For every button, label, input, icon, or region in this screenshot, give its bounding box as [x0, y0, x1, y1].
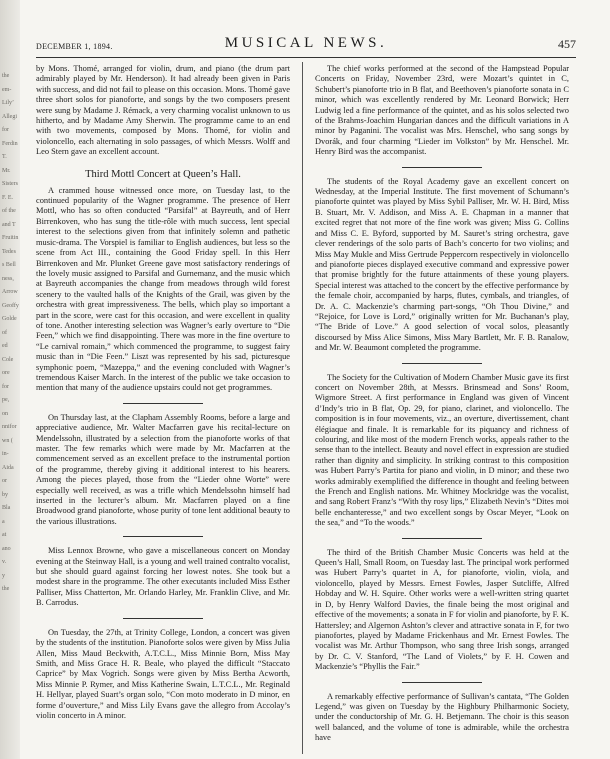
section-divider [123, 403, 203, 404]
article-paragraph: by Mons. Thomé, arranged for violin, drum, and piano (the drum part admirably played by Mr. Henderson). It had already been given in Paris with success, and did not fail to please on this occasion. Mons. Thomé gave three short solos for pianoforte, and songs by the two composers present were sung by Madame J. Rémack, a very charming vocalist unknown to us hitherto, and by Madame Amy Sherwin. The programme came to an end with two movements, composed by Mons. Thomé, for violin and violoncello, each alternating in solo passages, of which Messrs. Wolff and Leo Stern gave an excellent account. [36, 64, 290, 157]
column-divider [302, 62, 303, 754]
header-date: DECEMBER 1, 1894. [36, 42, 113, 51]
gutter-fragment: a [2, 518, 5, 525]
section-divider [402, 363, 482, 364]
header-rule [36, 57, 576, 58]
gutter-fragment: Allegi [2, 113, 17, 120]
gutter-fragment: Geoffy [2, 302, 19, 309]
article-paragraph: The students of the Royal Academy gave an excellent concert on Wednesday, at the Imperial Institute. The first movement of Schumann’s pianoforte quintet was played by Miss Sybil Palliser, Mr. W. H. Bird, Miss B. Stuart, Mr. V. Addison, and Miss A. E. Chapman in a manner that excited regret that not more of the fine work was given; Miss G. Collins and Miss C. E. Byford, supported by M. Sauret’s string orchestra, gave clever renderings of the solo parts of Bach’s concerto for two violins; and Miss May Mukle and Miss Gertrude Peppercorn respectively in violoncello and pianoforte pieces displayed executive command and expressive power that promise brightly for the future attainments of these young players. Special interest was attached to the concert by the effective performance by the female choir, accompanied by harps, flutes, cymbals, and triangles, of Dr. A. C. Mackenzie’s charming part-songs, “Oh Thou Divine,” and “Rejoice, for Love is Lord,” originally written for Mr. Buchanan’s play, “The Bride of Love.” A good selection of vocal solos, pleasantly discoursed by Miss Alice Simons, Miss Mary Bartlett, Mr. F. B. Ranalow, and Mr. W. Beaumont completed the programme. [315, 176, 569, 353]
gutter-fragment: T. [2, 154, 7, 160]
section-divider [402, 538, 482, 539]
gutter-fragment: the [2, 73, 10, 79]
gutter-fragment: y [2, 572, 5, 579]
article-paragraph: On Tuesday, the 27th, at Trinity College, London, a concert was given by the students of the institution. Pianoforte solos were given by Miss Julia Allen, Miss Maud Beckwith, A.T.C.L., Miss Minnie Born, Miss May Smith, and Miss Grace H. R. Beale, who played the difficult “Staccato Caprice” by Max Vogrich. Songs were given by Miss Bertha Acworth, Miss Minnie P. Rymer, and Miss Katherine Swain, L.T.C.L., Mr. Reginald H. Hellyar, played Suart’s organ solo, “Con moto moderato in D minor, en forme d’ouverture,” and Miss Lily Evans gave the allegro from Accolay’s violin concerto in A minor. [36, 627, 290, 720]
gutter-fragment: s Bell [2, 262, 16, 268]
gutter-fragment: or [2, 478, 7, 484]
gutter-fragment: Mr. [2, 167, 11, 174]
gutter-fragment: on [2, 410, 8, 417]
gutter-fragment: Sisters [2, 181, 19, 187]
adjacent-page-gutter [0, 0, 20, 759]
gutter-fragment: Tedes [2, 248, 16, 255]
page-header [36, 34, 576, 54]
right-column [315, 64, 569, 754]
article-paragraph: A remarkably effective performance of Sullivan’s cantata, “The Golden Legend,” was given on Tuesday by the Highbury Philharmonic Society, under the conductorship of Mr. G. H. Betjemann. The choir is this season well balanced, and the volume of tone is admirable, while the orchestra have [315, 691, 569, 743]
gutter-fragment: pe, [2, 397, 10, 403]
gutter-fragment: F. E. [2, 194, 14, 201]
gutter-fragment: Golde [2, 316, 17, 322]
left-column [36, 64, 290, 754]
gutter-fragment: the [2, 586, 10, 592]
gutter-fragment: Lily’ [2, 100, 14, 106]
section-divider [402, 682, 482, 683]
gutter-fragment: Fruitin [2, 235, 19, 241]
article-paragraph: Miss Lennox Browne, who gave a miscellaneous concert on Monday evening at the Steinway Hall, is a young and well trained contralto vocalist, but she should guard against forcing her lowest notes. She took but a modest share in the programme. The other executants included Miss Esther Palliser, Miss Chatterton, Mr. Orlando Harley, Mr. Franklin Clive, and Mr. B. Carrodus. [36, 546, 290, 608]
section-divider [123, 618, 203, 619]
gutter-fragment: for [2, 383, 9, 390]
gutter-fragment: at [2, 532, 7, 538]
gutter-fragment: em- [2, 86, 12, 93]
gutter-fragment: Cole [2, 356, 14, 363]
gutter-fragment: for [2, 127, 9, 133]
article-paragraph: A crammed house witnessed once more, on Tuesday last, to the continued popularity of the Wagner programme. The presence of Herr Mottl, who has so often conducted “Parsifal” at Bayreuth, and of Herr Birrenkoven, who has sung the title-rôle with much success, lent special interest to the selections given from that infinitely solemn and pathetic music-drama. The Vorspiel is familiar to English audiences, but less so the scene from Act III., containing the Good Friday spell. In this Herr Birrenkoven and Mr. Plunket Greene gave most satisfactory renderings of the lovely music assigned to Parsifal and Gurnemanz, and the music which at Bayreuth accompanies the change from meadows through wild forest scenery to the vaulted halls of the Knights of the Grail, was given by the orchestra with great impressiveness. The bells, which play so important a part in the score, were cast for this occasion, and were excellent in quality of tone. Another interesting selection was Wagner’s early overture to “Die Feen,” which we find disappointing. There was more in the fine overture to “Le carnival romain,” which commenced the programme, to suggest fairy music than in “Die Feen.” Liszt was represented by his sad, picturesque symphonic poem, “Mazeppa,” and the evening concluded with Wagner’s tremendous Kaiser March. In the interest of the public we take occasion to mention that many of the audience upstairs could not get programmes. [36, 185, 290, 393]
section-divider [123, 536, 203, 537]
gutter-fragment: Aida [2, 464, 14, 471]
gutter-fragment: ore [2, 370, 10, 376]
publication-title: MUSICAL NEWS. [224, 35, 388, 51]
article-paragraph: The third of the British Chamber Music Concerts was held at the Queen’s Hall, Small Room, on Tuesday last. The principal work performed was Hubert Parry’s quartet in A, for pianoforte, violin, viola, and violoncello, played by Messrs. Ernest Fowles, Jasper Sutcliffe, Alfred Hobday and W. H. Squire. Other works were a well-written string quartet in D, by Henry Walford Davies, the finale being the most original and effective of the movements; a sonata in F for violin and pianoforte, by F. K. Hattersley; and Algernon Ashton’s clever and attractive sonata in F, for two pianofortes, played by Madame Frickenhaus and Mr. Ernest Fowles. The vocalist was Mr. Arthur Thompson, who sang three Irish songs, arranged by Dr. C. V. Stanford, “The Land of Violets,” by F. H. Cowen and Mackenzie’s “Phyllis the Fair.” [315, 547, 569, 672]
section-divider [402, 167, 482, 168]
gutter-fragment: in- [2, 451, 9, 457]
gutter-fragment: ness, [2, 275, 14, 282]
gutter-text [0, 70, 19, 597]
article-heading: Third Mottl Concert at Queen’s Hall. [85, 168, 241, 180]
gutter-fragment: Arrow [2, 289, 18, 295]
gutter-fragment: of the [2, 208, 16, 214]
article-paragraph: The chief works performed at the second of the Hampstead Popular Concerts on Friday, November 23rd, were Mozart’s quintet in C, Schubert’s pianoforte trio in B flat, and Beethoven’s pianoforte sonata in C minor, which was excellently rendered by Mr. Leonard Borwick; Herr Ludwig led a fine performance of the quintet, and as his solos selected two of the Brahms-Joachim Hungarian dances and the difficult variations in A minor by Paganini. The vocalist was Mrs. Henschel, who sang songs by Dvorák, and four charming “Lieder im Volkston” by Mr. Henschel. Mr. Henry Bird was the accompanist. [315, 64, 569, 157]
gutter-fragment: by [2, 491, 8, 498]
gutter-fragment: v. [2, 559, 7, 565]
gutter-fragment: wn ( [2, 437, 13, 444]
gutter-fragment: of [2, 329, 7, 336]
article-paragraph: On Thursday last, at the Clapham Assembly Rooms, before a large and appreciative audience, Mr. Walter Macfarren gave his recital-lecture on Mendelssohn, illustrated by a selection from the pianoforte works of that master. The few remarks which were made by Mr. Macfarren at the commencement served as an excellent preface to the instrumental portion of the programme, thereby giving it additional interest to his hearers. Among the pieces played, those from the “Lieder ohne Worte” were especially well received, as was a trifle which Mendelssohn himself had inserted in the lecturer’s album. Mr. Macfarren played on a fine Broadwood grand pianoforte, whose purity of tone lent additional beauty to the various illustrations. [36, 412, 290, 526]
gutter-fragment: ed [2, 343, 8, 349]
gutter-fragment: Ferdin [2, 140, 18, 147]
gutter-fragment: ano [2, 545, 11, 552]
article-paragraph: The Society for the Cultivation of Modern Chamber Music gave its first concert on November 28th, at Messrs. Brinsmead and Sons’ Room, Wigmore Street. A first performance in England was given of Vincent d’Indy’s trio in B flat, Op. 29, for piano, clarinet, and violoncello. The composition is in four movements, viz., an overture, divertissement, chant élégiaque and finale. It is remarkable for its piquancy and richness of colouring, and like most of the modern French works, appeals rather to the sense than to the intellect. Beauty and novel effect in expression are studied rather than dignity and simplicity. In striking contrast to this composition was Hubert Parry’s Partita for piano and violin, in D minor; and these two works admirably exemplified the difference in thought and feeling between the French and English nations. Mr. Whitney Mockridge was the vocalist, and sang Robert Franz’s “With thy rosy lips,” Elizabeth Nevin’s “Dites moi belle enchanteresse,” and two excellent songs by Oscar Meyer, “Look on the sea,” and “To the woods.” [315, 372, 569, 528]
page-number: 457 [558, 37, 576, 51]
gutter-fragment: and T [2, 221, 16, 228]
gutter-fragment: Bla [2, 505, 11, 511]
gutter-fragment: nnifor [2, 424, 17, 430]
